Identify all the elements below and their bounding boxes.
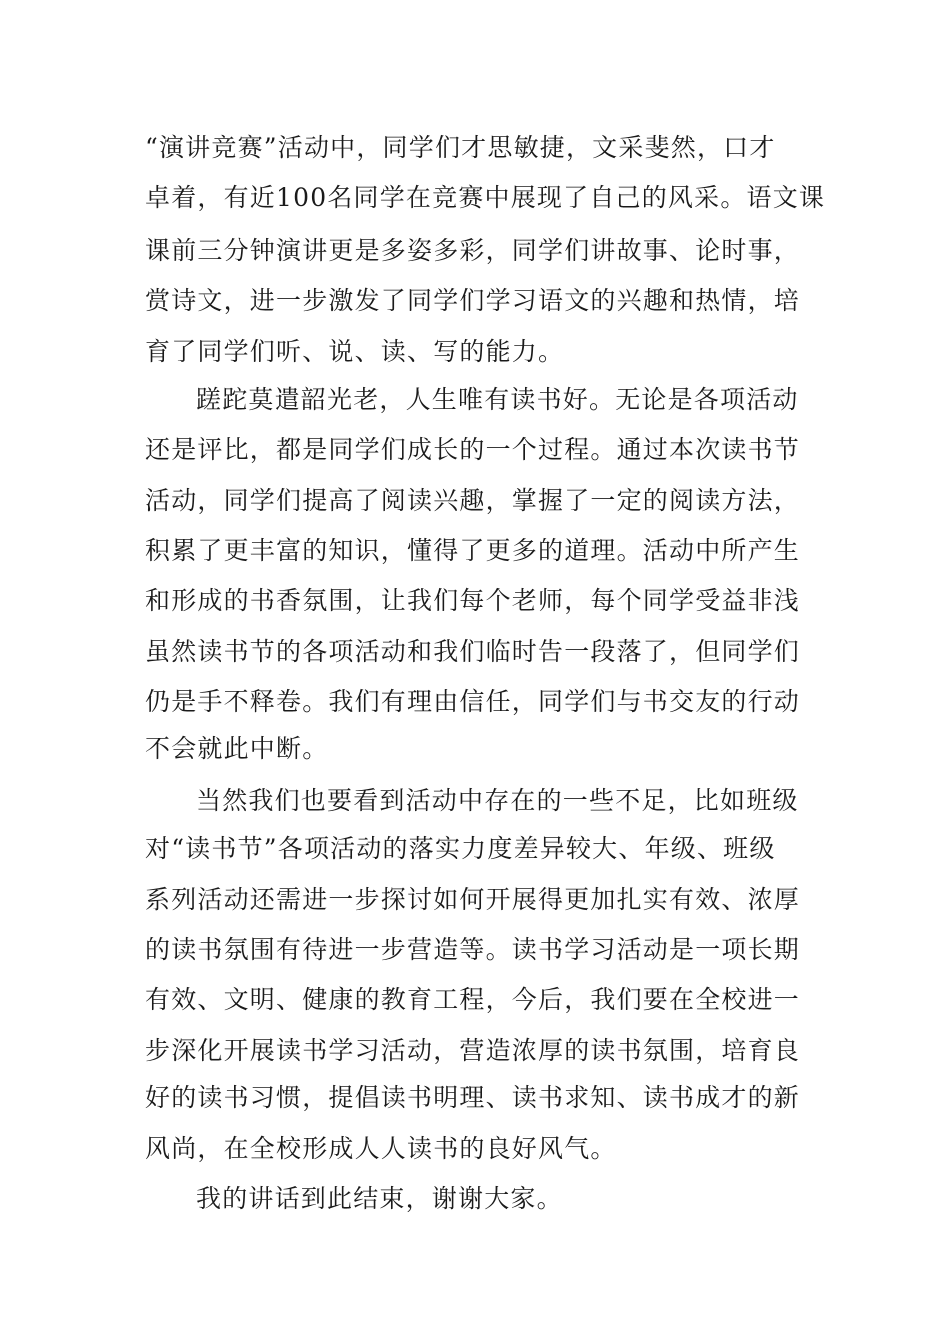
text-line: 风尚，在全校形成人人读书的良好风气。 xyxy=(145,1134,617,1163)
closing-line: 我的讲话到此结束，谢谢大家。 xyxy=(196,1184,563,1213)
text-line: 有效、文明、健康的教育工程，今后，我们要在全校进一 xyxy=(145,985,801,1014)
paragraph-first-line: 当然我们也要看到活动中存在的一些不足，比如班级 xyxy=(196,786,799,815)
text-line: 步深化开展读书学习活动，营造浓厚的读书氛围，培育良 xyxy=(145,1036,801,1065)
text-line: 的读书氛围有待进一步营造等。读书学习活动是一项长期 xyxy=(145,935,801,964)
paragraph-first-line: 蹉跎莫遣韶光老，人生唯有读书好。无论是各项活动 xyxy=(196,385,799,414)
text-line: 仍是手不释卷。我们有理由信任，同学们与书交友的行动 xyxy=(145,687,801,716)
text-line: 积累了更丰富的知识，懂得了更多的道理。活动中所产生 xyxy=(145,536,801,565)
text-line: 育了同学们听、说、读、写的能力。 xyxy=(145,337,565,366)
text-line: 课前三分钟演讲更是多姿多彩，同学们讲故事、论时事， xyxy=(145,236,801,265)
text-line: 还是评比，都是同学们成长的一个过程。通过本次读书节 xyxy=(145,435,801,464)
text-line: 系列活动还需进一步探讨如何开展得更加扎实有效、浓厚 xyxy=(145,885,801,914)
text-line: 对“读书节”各项活动的落实力度差异较大、年级、班级 xyxy=(145,834,776,863)
text-line: 卓着，有近100名同学在竞赛中展现了自己的风采。语文课 xyxy=(145,183,826,212)
text-line: 和形成的书香氛围，让我们每个老师，每个同学受益非浅 xyxy=(145,586,801,615)
text-line: 不会就此中断。 xyxy=(145,734,329,763)
text-line: 赏诗文，进一步激发了同学们学习语文的兴趣和热情，培 xyxy=(145,286,801,315)
text-line: 活动，同学们提高了阅读兴趣，掌握了一定的阅读方法， xyxy=(145,486,801,515)
text-line: 虽然读书节的各项活动和我们临时告一段落了，但同学们 xyxy=(145,637,801,666)
text-line: 好的读书习惯，提倡读书明理、读书求知、读书成才的新 xyxy=(145,1083,801,1112)
text-line: “演讲竞赛”活动中，同学们才思敏捷，文采斐然，口才 xyxy=(145,133,776,162)
